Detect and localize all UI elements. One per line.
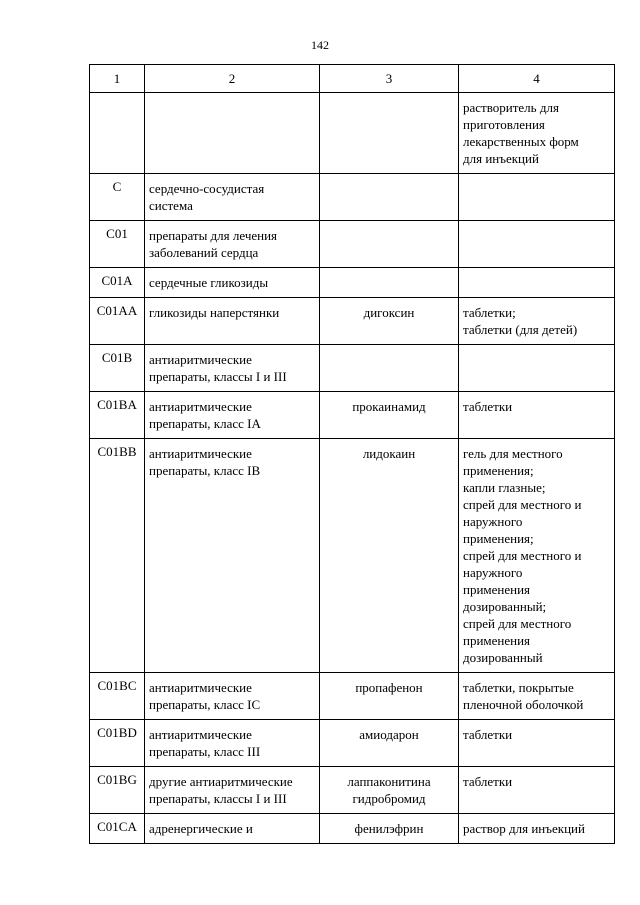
cell-text-line: спрей для местного и [463, 548, 582, 563]
atc-group-cell [145, 673, 320, 720]
atc-code-cell [90, 673, 145, 720]
table-row [90, 221, 615, 268]
table-row [90, 298, 615, 345]
cell-text-line [322, 180, 456, 197]
atc-code-cell [90, 345, 145, 392]
cell-text-line: применения [463, 582, 531, 597]
cell-text-line: пленочной оболочкой [463, 697, 584, 712]
atc-group-cell [145, 814, 320, 844]
atc-code-cell [90, 93, 145, 174]
cell-text-line [92, 97, 142, 114]
cell-text-line: C01A [101, 273, 133, 288]
substance-cell [320, 392, 459, 439]
dosage-form-cell [459, 814, 615, 844]
cell-text-line: заболеваний сердца [149, 245, 259, 260]
atc-group-cell [145, 93, 320, 174]
cell-text-line: препараты, класс IA [149, 416, 261, 431]
cell-text-line: дигоксин [363, 305, 415, 320]
cell-text-line: для инъекций [463, 151, 539, 166]
page-number: 142 [311, 38, 329, 52]
cell-text-line: пропафенон [355, 680, 423, 695]
cell-text-line: капли глазные; [463, 480, 546, 495]
cell-text-line: приготовления [463, 117, 545, 132]
cell-text-line: гель для местного [463, 446, 563, 461]
dosage-form-cell [459, 720, 615, 767]
table-row [90, 814, 615, 844]
cell-text-line: раствор для инъекций [463, 821, 585, 836]
dosage-form-cell [459, 221, 615, 268]
cell-text-line: прокаинамид [352, 399, 426, 414]
cell-text-line [463, 274, 612, 291]
atc-group-cell [145, 720, 320, 767]
cell-text-line: другие антиаритмические [149, 774, 293, 789]
cell-text-line: дозированный [463, 650, 543, 665]
substance-cell [320, 720, 459, 767]
substance-cell [320, 174, 459, 221]
cell-text-line: фенилэфрин [354, 821, 424, 836]
atc-group-cell [145, 345, 320, 392]
substance-cell [320, 814, 459, 844]
cell-text-line: растворитель для [463, 100, 559, 115]
table-row [90, 93, 615, 174]
substance-cell [320, 767, 459, 814]
cell-text-line: препараты для лечения [149, 228, 278, 243]
cell-text-line: наружного [463, 514, 523, 529]
atc-code-cell [90, 814, 145, 844]
cell-text-line: спрей для местного и [463, 497, 582, 512]
table-row [90, 767, 615, 814]
dosage-form-cell [459, 767, 615, 814]
cell-text-line: адренергические и [149, 821, 253, 836]
dosage-form-cell [459, 345, 615, 392]
substance-cell [320, 673, 459, 720]
cell-text-line: C01CA [97, 819, 137, 834]
cell-text-line: C01BD [97, 725, 137, 740]
table-row [90, 174, 615, 221]
atc-group-cell [145, 392, 320, 439]
cell-text-line: спрей для местного [463, 616, 572, 631]
substance-cell [320, 345, 459, 392]
table-row [90, 392, 615, 439]
cell-text-line: C01B [101, 350, 133, 365]
cell-text-line [463, 351, 612, 368]
cell-text-line: сердечно-сосудистая [149, 181, 265, 196]
cell-text-line: C01BA [97, 397, 137, 412]
substance-cell [320, 268, 459, 298]
cell-text-line [322, 227, 456, 244]
cell-text-line [322, 351, 456, 368]
table-row [90, 439, 615, 673]
table-row [90, 345, 615, 392]
dosage-form-cell [459, 439, 615, 673]
cell-text-line: C [112, 179, 122, 194]
table-row [90, 720, 615, 767]
cell-text-line: препараты, класс IC [149, 697, 261, 712]
cell-text-line: применения [463, 633, 531, 648]
cell-text-line: препараты, классы I и III [149, 369, 287, 384]
table-body [90, 93, 615, 844]
atc-code-cell [90, 392, 145, 439]
cell-text-line: антиаритмические [149, 727, 252, 742]
substance-cell [320, 298, 459, 345]
atc-group-cell [145, 298, 320, 345]
atc-group-cell [145, 221, 320, 268]
cell-text-line: препараты, класс IB [149, 463, 261, 478]
dosage-form-cell [459, 673, 615, 720]
dosage-form-cell [459, 392, 615, 439]
cell-text-line: антиаритмические [149, 399, 252, 414]
cell-text-line: применения; [463, 463, 534, 478]
cell-text-line: C01 [106, 226, 128, 241]
cell-text-line: таблетки [463, 399, 513, 414]
column-header: 4 [459, 65, 615, 93]
cell-text-line: таблетки, покрытые [463, 680, 574, 695]
atc-code-cell [90, 439, 145, 673]
cell-text-line: таблетки [463, 727, 513, 742]
atc-group-cell [145, 174, 320, 221]
dosage-form-cell [459, 174, 615, 221]
cell-text-line: антиаритмические [149, 680, 252, 695]
cell-text-line: таблетки [463, 774, 513, 789]
cell-text-line: сердечные гликозиды [149, 275, 269, 290]
atc-code-cell [90, 174, 145, 221]
cell-text-line: лаппаконитина [347, 774, 431, 789]
dosage-form-cell [459, 268, 615, 298]
cell-text-line: применения; [463, 531, 534, 546]
atc-group-cell [145, 767, 320, 814]
atc-group-cell [145, 439, 320, 673]
atc-code-cell [90, 767, 145, 814]
substance-cell [320, 221, 459, 268]
column-header: 2 [145, 65, 320, 93]
table-row [90, 268, 615, 298]
cell-text-line: гликозиды наперстянки [149, 305, 280, 320]
drug-classification-table [89, 64, 615, 844]
cell-text-line: гидробромид [352, 791, 426, 806]
cell-text-line [463, 227, 612, 244]
cell-text-line: таблетки (для детей) [463, 322, 578, 337]
substance-cell [320, 439, 459, 673]
cell-text-line: дозированный; [463, 599, 547, 614]
column-header: 3 [320, 65, 459, 93]
cell-text-line: наружного [463, 565, 523, 580]
cell-text-line: амиодарон [359, 727, 419, 742]
atc-code-cell [90, 221, 145, 268]
cell-text-line [463, 180, 612, 197]
substance-cell [320, 93, 459, 174]
cell-text-line: C01BC [97, 678, 137, 693]
cell-text-line: антиаритмические [149, 446, 252, 461]
cell-text-line: C01BB [97, 444, 137, 459]
table-row [90, 673, 615, 720]
atc-code-cell [90, 268, 145, 298]
cell-text-line: система [149, 198, 193, 213]
dosage-form-cell [459, 298, 615, 345]
table-header-row [90, 65, 615, 93]
cell-text-line: C01AA [96, 303, 138, 318]
cell-text-line: C01BG [97, 772, 137, 787]
cell-text-line: препараты, класс III [149, 744, 261, 759]
cell-text-line [322, 274, 456, 291]
cell-text-line: препараты, классы I и III [149, 791, 287, 806]
cell-text-line [322, 99, 456, 116]
cell-text-line: лекарственных форм [463, 134, 579, 149]
cell-text-line: лидокаин [362, 446, 416, 461]
column-header: 1 [90, 65, 145, 93]
atc-group-cell [145, 268, 320, 298]
dosage-form-cell [459, 93, 615, 174]
cell-text-line: антиаритмические [149, 352, 252, 367]
cell-text-line [149, 99, 317, 116]
atc-code-cell [90, 298, 145, 345]
cell-text-line: таблетки; [463, 305, 516, 320]
atc-code-cell [90, 720, 145, 767]
